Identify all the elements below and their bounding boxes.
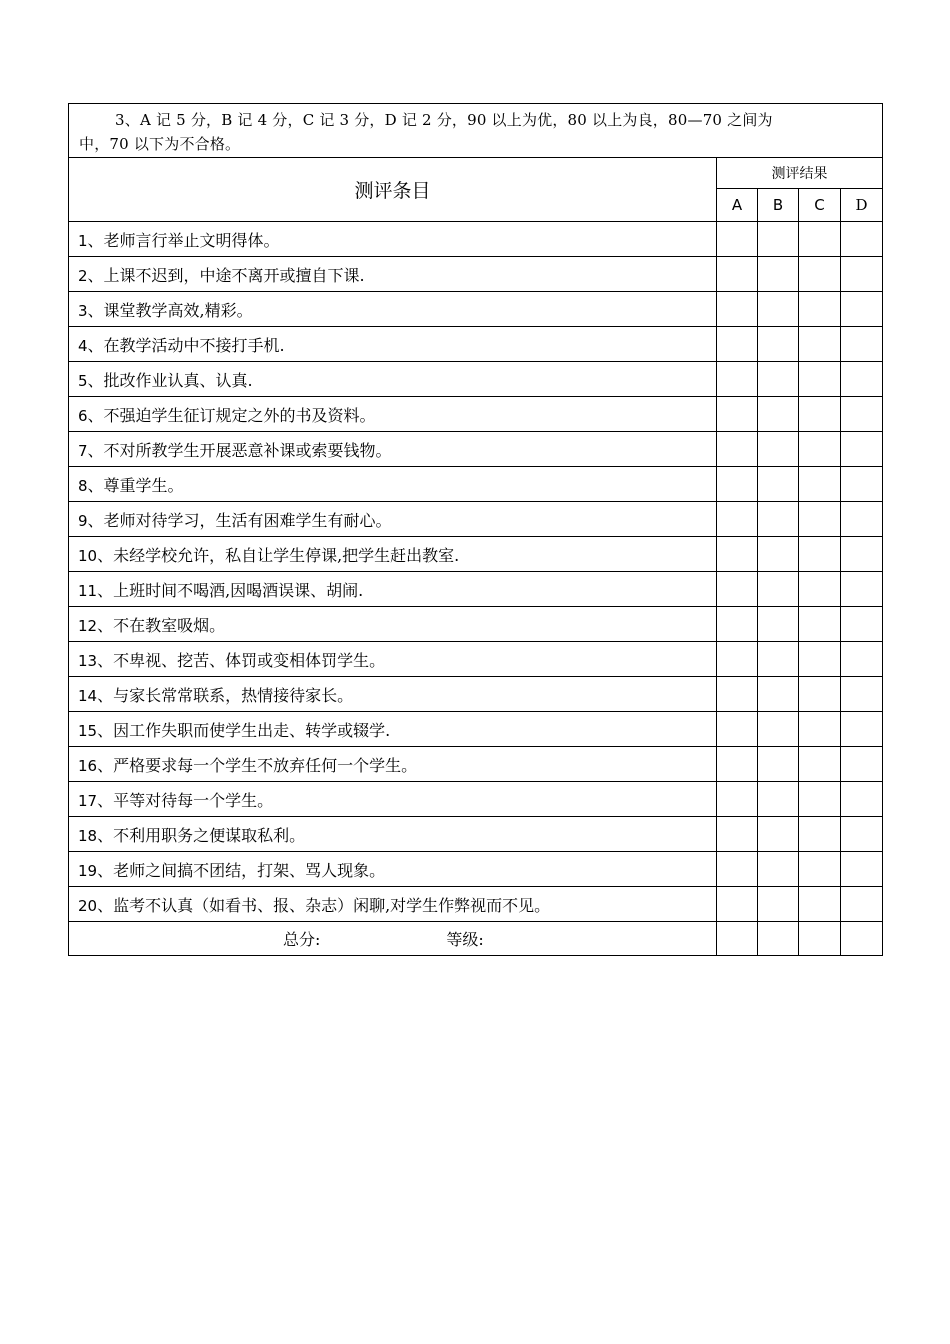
table-row	[69, 572, 883, 607]
table-row	[69, 362, 883, 397]
score-cell-a[interactable]	[717, 467, 758, 502]
table-row	[69, 257, 883, 292]
score-cell-a[interactable]	[717, 782, 758, 817]
score-cell-a[interactable]	[717, 747, 758, 782]
table-row	[69, 502, 883, 537]
item-label: 、老师之间搞不团结，打架、骂人现象。	[97, 860, 386, 880]
item-number: 16	[78, 756, 98, 775]
item-text-cell	[69, 887, 717, 922]
item-number: 3	[78, 301, 88, 320]
score-cell-d[interactable]	[841, 432, 883, 467]
item-number: 10	[78, 546, 98, 565]
item-label: 、课堂教学高效,精彩。	[87, 300, 253, 320]
item-label: 、与家长常常联系，热情接待家长。	[97, 685, 354, 705]
score-cell-a[interactable]	[717, 817, 758, 852]
item-number: 11	[78, 581, 98, 600]
score-cell-d[interactable]	[841, 572, 883, 607]
item-label: 、尊重学生。	[87, 475, 184, 495]
item-number: 7	[78, 441, 88, 460]
item-number: 18	[78, 826, 98, 845]
item-text-cell	[69, 642, 717, 677]
table-row	[69, 817, 883, 852]
score-cell-d[interactable]	[841, 782, 883, 817]
score-cell-a[interactable]	[717, 537, 758, 572]
item-text-cell	[69, 502, 717, 537]
item-label: 、严格要求每一个学生不放弃任何一个学生。	[97, 755, 418, 775]
score-cell-a[interactable]	[717, 887, 758, 922]
score-cell-a[interactable]	[717, 502, 758, 537]
score-cell-c[interactable]	[799, 502, 841, 537]
score-cell-c[interactable]	[799, 397, 841, 432]
item-text-cell	[69, 747, 717, 782]
table-row	[69, 712, 883, 747]
score-cell-d[interactable]	[841, 467, 883, 502]
score-cell-d[interactable]	[841, 852, 883, 887]
table-row	[69, 292, 883, 327]
score-cell-b[interactable]	[758, 537, 799, 572]
item-label: 、不利用职务之便谋取私利。	[97, 825, 306, 845]
score-cell-d[interactable]	[841, 327, 883, 362]
item-text-cell	[69, 537, 717, 572]
item-number: 13	[78, 651, 98, 670]
score-cell-b[interactable]	[758, 257, 799, 292]
score-cell-d[interactable]	[841, 502, 883, 537]
item-number: 12	[78, 616, 98, 635]
total-score-cell-a[interactable]	[717, 922, 758, 956]
score-cell-c[interactable]	[799, 887, 841, 922]
score-cell-a[interactable]	[717, 397, 758, 432]
score-cell-b[interactable]	[758, 327, 799, 362]
item-text-cell	[69, 677, 717, 712]
table-row	[69, 467, 883, 502]
score-cell-d[interactable]	[841, 747, 883, 782]
note-row	[69, 104, 883, 158]
grade-c-header: C	[799, 189, 841, 222]
table-row	[69, 607, 883, 642]
score-cell-c[interactable]	[799, 642, 841, 677]
score-cell-b[interactable]	[758, 572, 799, 607]
item-label: 、不在教室吸烟。	[97, 615, 226, 635]
score-cell-a[interactable]	[717, 712, 758, 747]
item-label: 、上课不迟到，中途不离开或擅自下课.	[87, 265, 365, 285]
score-cell-b[interactable]	[758, 397, 799, 432]
score-cell-c[interactable]	[799, 607, 841, 642]
score-cell-a[interactable]	[717, 852, 758, 887]
item-text-cell	[69, 817, 717, 852]
scoring-note	[69, 104, 883, 158]
item-label: 、老师对待学习，生活有困难学生有耐心。	[87, 510, 392, 530]
score-cell-d[interactable]	[841, 607, 883, 642]
score-cell-d[interactable]	[841, 537, 883, 572]
item-text-cell	[69, 607, 717, 642]
score-cell-b[interactable]	[758, 607, 799, 642]
header-row-1	[69, 158, 883, 189]
score-cell-d[interactable]	[841, 397, 883, 432]
score-cell-d[interactable]	[841, 362, 883, 397]
score-cell-c[interactable]	[799, 572, 841, 607]
table-row	[69, 537, 883, 572]
score-cell-d[interactable]	[841, 677, 883, 712]
table-row	[69, 642, 883, 677]
score-cell-b[interactable]	[758, 887, 799, 922]
results-column-header: 测评结果	[717, 158, 883, 189]
score-cell-b[interactable]	[758, 712, 799, 747]
item-label: 、平等对待每一个学生。	[97, 790, 274, 810]
score-cell-b[interactable]	[758, 782, 799, 817]
evaluation-table	[68, 103, 883, 956]
table-row	[69, 677, 883, 712]
item-number: 8	[78, 476, 88, 495]
score-cell-a[interactable]	[717, 327, 758, 362]
total-score-label: 总分:	[283, 930, 321, 949]
score-cell-c[interactable]	[799, 362, 841, 397]
score-cell-c[interactable]	[799, 817, 841, 852]
score-cell-c[interactable]	[799, 852, 841, 887]
item-text-cell	[69, 327, 717, 362]
total-score-cell-c[interactable]	[799, 922, 841, 956]
table-row	[69, 397, 883, 432]
item-text-cell	[69, 222, 717, 257]
item-label: 、监考不认真（如看书、报、杂志）闲聊,对学生作弊视而不见。	[97, 895, 551, 915]
table-row	[69, 852, 883, 887]
table-row	[69, 747, 883, 782]
item-text-cell	[69, 397, 717, 432]
score-cell-d[interactable]	[841, 642, 883, 677]
score-cell-b[interactable]	[758, 362, 799, 397]
item-text-cell	[69, 782, 717, 817]
total-score-cell-d[interactable]	[841, 922, 883, 956]
score-cell-c[interactable]	[799, 222, 841, 257]
item-text-cell	[69, 257, 717, 292]
total-row	[69, 922, 883, 956]
score-cell-b[interactable]	[758, 677, 799, 712]
item-text-cell	[69, 292, 717, 327]
score-cell-a[interactable]	[717, 222, 758, 257]
score-cell-a[interactable]	[717, 362, 758, 397]
score-cell-a[interactable]	[717, 642, 758, 677]
scoring-note-line2: 中，70 以下为不合格。	[79, 134, 241, 153]
item-number: 5	[78, 371, 88, 390]
score-cell-a[interactable]	[717, 257, 758, 292]
table-row	[69, 782, 883, 817]
item-text-cell	[69, 467, 717, 502]
score-cell-d[interactable]	[841, 817, 883, 852]
item-text-cell	[69, 712, 717, 747]
score-cell-c[interactable]	[799, 257, 841, 292]
item-number: 9	[78, 511, 88, 530]
score-cell-b[interactable]	[758, 747, 799, 782]
item-text-cell	[69, 432, 717, 467]
grade-b-header: B	[758, 189, 799, 222]
score-cell-b[interactable]	[758, 817, 799, 852]
score-cell-c[interactable]	[799, 537, 841, 572]
score-cell-d[interactable]	[841, 887, 883, 922]
table-row	[69, 222, 883, 257]
score-cell-a[interactable]	[717, 292, 758, 327]
score-cell-a[interactable]	[717, 607, 758, 642]
item-number: 20	[78, 896, 98, 915]
total-cell	[69, 922, 717, 956]
score-cell-b[interactable]	[758, 467, 799, 502]
total-score-cell-b[interactable]	[758, 922, 799, 956]
table-row	[69, 432, 883, 467]
item-column-header: 测评条目	[69, 158, 717, 222]
score-cell-c[interactable]	[799, 292, 841, 327]
item-label: 、老师言行举止文明得体。	[87, 230, 280, 250]
grade-level-label: 等级:	[446, 930, 484, 949]
score-cell-a[interactable]	[717, 677, 758, 712]
score-cell-a[interactable]	[717, 572, 758, 607]
score-cell-c[interactable]	[799, 432, 841, 467]
table-row	[69, 327, 883, 362]
score-cell-d[interactable]	[841, 222, 883, 257]
table-row	[69, 887, 883, 922]
score-cell-b[interactable]	[758, 642, 799, 677]
item-number: 19	[78, 861, 98, 880]
item-label: 、上班时间不喝酒,因喝酒误课、胡闹.	[97, 580, 364, 600]
item-number: 1	[78, 231, 88, 250]
score-cell-b[interactable]	[758, 852, 799, 887]
item-number: 17	[78, 791, 98, 810]
score-cell-c[interactable]	[799, 677, 841, 712]
item-text-cell	[69, 852, 717, 887]
item-label: 、在教学活动中不接打手机.	[87, 335, 285, 355]
item-label: 、不强迫学生征订规定之外的书及资料。	[87, 405, 376, 425]
score-cell-d[interactable]	[841, 257, 883, 292]
item-label: 、不卑视、挖苦、体罚或变相体罚学生。	[97, 650, 386, 670]
score-cell-b[interactable]	[758, 432, 799, 467]
item-label: 、因工作失职而使学生出走、转学或辍学.	[97, 720, 391, 740]
score-cell-a[interactable]	[717, 432, 758, 467]
score-cell-b[interactable]	[758, 222, 799, 257]
score-cell-b[interactable]	[758, 502, 799, 537]
item-number: 15	[78, 721, 98, 740]
score-cell-c[interactable]	[799, 747, 841, 782]
score-cell-d[interactable]	[841, 292, 883, 327]
scoring-note-line1: 3、A 记 5 分，B 记 4 分，C 记 3 分，D 记 2 分，90 以上为优，80 以上为良，80—70 之间为	[115, 110, 773, 129]
item-number: 14	[78, 686, 98, 705]
grade-d-header: D	[841, 189, 883, 222]
score-cell-b[interactable]	[758, 292, 799, 327]
item-number: 2	[78, 266, 88, 285]
grade-a-header: A	[717, 189, 758, 222]
item-number: 6	[78, 406, 88, 425]
score-cell-c[interactable]	[799, 712, 841, 747]
item-text-cell	[69, 572, 717, 607]
score-cell-c[interactable]	[799, 782, 841, 817]
item-label: 、批改作业认真、认真.	[87, 370, 253, 390]
item-text-cell	[69, 362, 717, 397]
item-label: 、未经学校允许，私自让学生停课,把学生赶出教室.	[97, 545, 460, 565]
item-number: 4	[78, 336, 88, 355]
score-cell-c[interactable]	[799, 327, 841, 362]
score-cell-c[interactable]	[799, 467, 841, 502]
score-cell-d[interactable]	[841, 712, 883, 747]
item-label: 、不对所教学生开展恶意补课或索要钱物。	[87, 440, 392, 460]
